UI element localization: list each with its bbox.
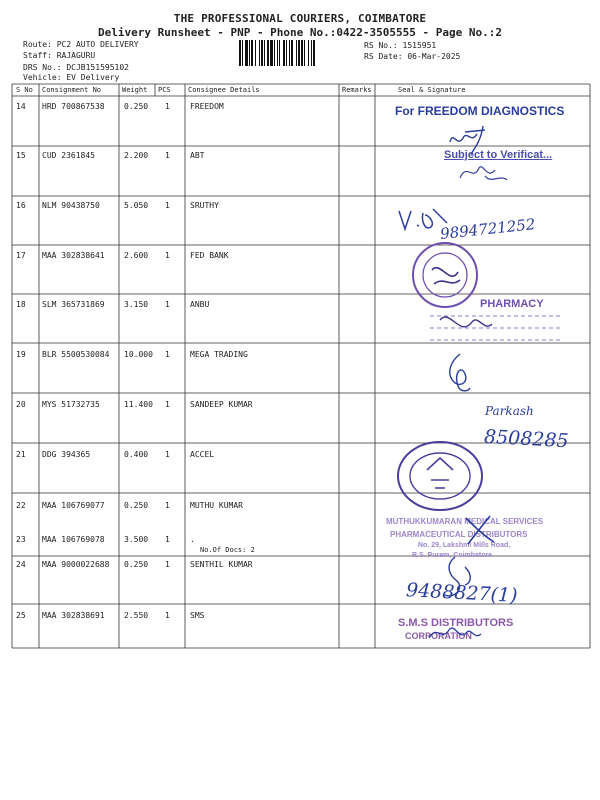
row-consignee: MEGA TRADING xyxy=(190,350,248,359)
row-sno: 19 xyxy=(16,350,26,359)
pharmacy-stamp-lines xyxy=(420,308,570,344)
row-weight: 11.400 xyxy=(124,400,153,409)
row-consignment: BLR 5500530084 xyxy=(42,350,110,359)
row-sno: 22 xyxy=(16,501,26,510)
row-consignee: SANDEEP KUMAR xyxy=(190,400,253,409)
handwritten-name-20: Parkash xyxy=(485,404,534,418)
row-pcs: 1 xyxy=(165,611,170,620)
rs-number: RS No.: 1515951 xyxy=(364,41,437,50)
row-consignee: ANBU xyxy=(190,300,210,309)
row-weight: 10.000 xyxy=(124,350,153,359)
verification-stamp: Subject to Verificat... xyxy=(444,149,553,161)
row-consignee: SMS xyxy=(190,611,205,620)
row-weight: 3.150 xyxy=(124,300,149,309)
row-consignment: MAA 106769078 xyxy=(42,535,105,544)
row-consignee: ABT xyxy=(190,151,205,160)
row-weight: 2.200 xyxy=(124,151,149,160)
row-consignee: SRUTHY xyxy=(190,201,219,210)
column-header-seal: Seal & Signature xyxy=(398,86,466,94)
row-sno: 23 xyxy=(16,535,26,544)
row-pcs: 1 xyxy=(165,251,170,260)
row-consignee: FED BANK xyxy=(190,251,229,260)
row-pcs: 1 xyxy=(165,102,170,111)
row-pcs: 1 xyxy=(165,450,170,459)
document-title: THE PROFESSIONAL COURIERS, COIMBATORE xyxy=(173,12,427,25)
row-consignee: FREEDOM xyxy=(190,102,224,111)
row-consignment: MAA 302838641 xyxy=(42,251,105,260)
signature-row-15 xyxy=(455,158,515,188)
row-weight: 0.250 xyxy=(124,501,149,510)
row-consignment: MAA 106769077 xyxy=(42,501,105,510)
drs-number: DRS No.: DCJB151595102 xyxy=(23,63,129,72)
row-weight: 2.550 xyxy=(124,611,149,620)
vehicle-label: Vehicle: EV Delivery xyxy=(23,73,120,82)
round-seal-17 xyxy=(410,240,480,310)
row-pcs: 1 xyxy=(165,400,170,409)
handwritten-phone-20: 8508285 xyxy=(483,425,570,453)
staff-label: Staff: RAJAGURU xyxy=(23,51,96,60)
document-subtitle: Delivery Runsheet - PNP - Phone No.:0422-3505555 - Page No.:2 xyxy=(98,26,502,39)
sms-stamp: S.M.S DISTRIBUTORS xyxy=(398,617,514,629)
row-consignee: . xyxy=(190,535,195,544)
muthu-stamp-line4: R.S. Puram, Coimbatore xyxy=(412,552,493,559)
row-weight: 0.400 xyxy=(124,450,149,459)
row-pcs: 1 xyxy=(165,535,170,544)
column-header-consignment: Consignment No xyxy=(42,86,102,94)
row-weight: 2.600 xyxy=(124,251,149,260)
row-sno: 25 xyxy=(16,611,26,620)
row-consignment: HRD 700867538 xyxy=(42,102,105,111)
handwritten-phone-24: 9488827(1) xyxy=(405,579,519,607)
row-sno: 24 xyxy=(16,560,26,569)
row-sno: 15 xyxy=(16,151,26,160)
row-pcs: 1 xyxy=(165,201,170,210)
row-pcs: 1 xyxy=(165,560,170,569)
signature-row-19 xyxy=(440,352,480,394)
row-consignee: SENTHIL KUMAR xyxy=(190,560,253,569)
signature-row-25 xyxy=(425,618,485,646)
muthu-stamp-line3: No. 29, Lakshmi Mills Road, xyxy=(418,542,511,549)
row-consignment: MYS 51732735 xyxy=(42,400,100,409)
column-header-sno: S No xyxy=(16,86,33,94)
row-consignment: NLM 90438750 xyxy=(42,201,100,210)
row-consignment: MAA 9000022688 xyxy=(42,560,110,569)
row-pcs: 1 xyxy=(165,350,170,359)
column-header-consignee: Consignee Details xyxy=(188,86,260,94)
freedom-stamp: For FREEDOM DIAGNOSTICS xyxy=(395,104,565,118)
row-weight: 0.250 xyxy=(124,102,149,111)
handwritten-phone-16: 9894721252 xyxy=(439,215,537,243)
row-note: No.Of Docs: 2 xyxy=(200,546,255,554)
row-consignee: ACCEL xyxy=(190,450,215,459)
row-sno: 16 xyxy=(16,201,26,210)
row-sno: 18 xyxy=(16,300,26,309)
signature-row-22 xyxy=(460,512,500,548)
column-header-pcs: PCS xyxy=(158,86,171,94)
row-consignee: MUTHU KUMAR xyxy=(190,501,243,510)
sms-stamp-line2: CORPORATION xyxy=(405,631,472,641)
row-sno: 17 xyxy=(16,251,26,260)
pharmacy-stamp: PHARMACY xyxy=(480,298,544,310)
row-pcs: 1 xyxy=(165,151,170,160)
row-weight: 0.250 xyxy=(124,560,149,569)
column-header-weight: Weight xyxy=(122,86,148,94)
row-sno: 14 xyxy=(16,102,26,111)
row-consignment: CUD 2361845 xyxy=(42,151,95,160)
row-consignment: DDG 394365 xyxy=(42,450,91,459)
route-label: Route: PC2 AUTO DELIVERY xyxy=(23,40,139,49)
column-header-remarks: Remarks xyxy=(342,86,372,94)
row-pcs: 1 xyxy=(165,300,170,309)
muthu-stamp-line2: PHARMACEUTICAL DISTRIBUTORS xyxy=(390,530,528,539)
row-weight: 3.500 xyxy=(124,535,149,544)
row-sno: 20 xyxy=(16,400,26,409)
row-consignment: SLM 365731869 xyxy=(42,300,105,309)
muthu-stamp-line1: MUTHUKKUMARAN MEDICAL SERVICES xyxy=(386,517,544,526)
row-pcs: 1 xyxy=(165,501,170,510)
round-seal-21 xyxy=(395,440,485,512)
row-consignment: MAA 302838691 xyxy=(42,611,105,620)
row-weight: 5.050 xyxy=(124,201,149,210)
row-sno: 21 xyxy=(16,450,26,459)
rs-date: RS Date: 06-Mar-2025 xyxy=(364,52,461,61)
